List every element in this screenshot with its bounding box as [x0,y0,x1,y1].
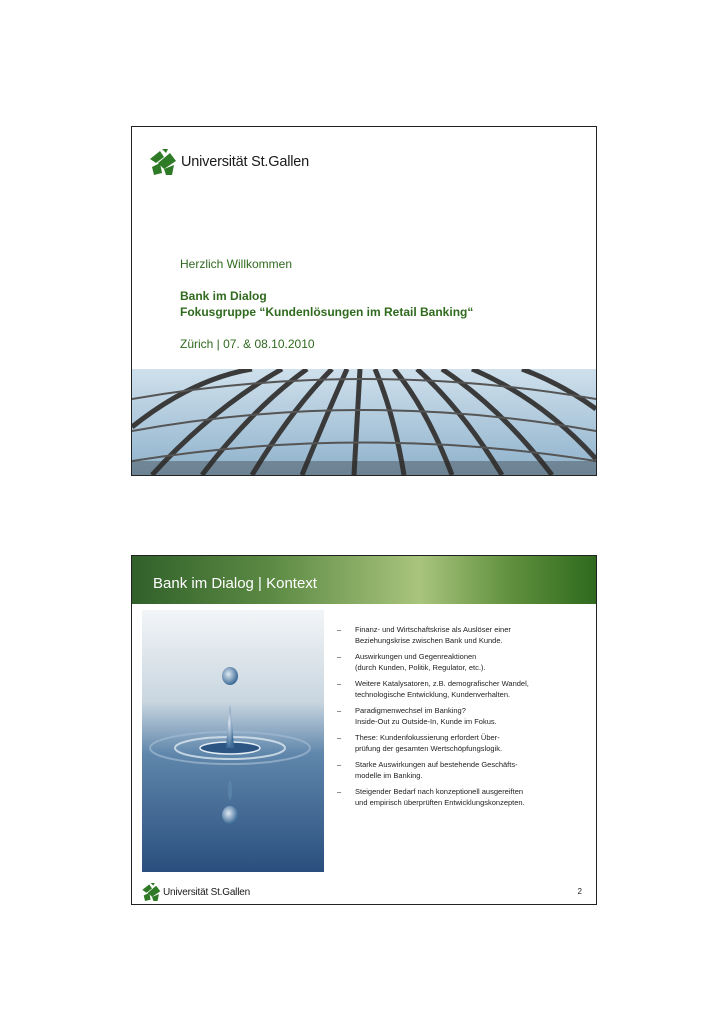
university-logo [150,149,309,175]
logo-text: Universität St.Gallen [163,886,250,898]
page-number: 2 [577,887,582,896]
bullet-item: – Steigender Bedarf nach konzeptionell ausgereiften und empirisch überprüften Entwicklungskonzepten. [337,787,525,807]
bullet-item: – Auswirkungen und Gegenreaktionen (durch Kunden, Politik, Regulator, etc.). [337,652,486,672]
bullet-item: – Weitere Katalysatoren, z.B. demografischer Wandel, technologische Entwicklung, Kundenverhalten. [337,679,529,699]
slide-2 [131,555,597,905]
slide-1 [131,126,597,476]
water-drop-image [142,610,324,872]
slide-title-line-1: Bank im Dialog [180,289,267,303]
bullet-list [337,624,587,813]
event-date: Zürich | 07. & 08.10.2010 [180,337,315,351]
bullet-item: – Starke Auswirkungen auf bestehende Geschäfts- modelle im Banking. [337,760,518,780]
bullet-item: – Paradigmenwechsel im Banking? Inside-Out zu Outside-In, Kunde im Fokus. [337,706,497,726]
welcome-text: Herzlich Willkommen [180,257,293,271]
slide-title-line-2: Fokusgruppe “Kundenlösungen im Retail Banking“ [180,305,474,319]
logo-text: Universität St.Gallen [181,154,309,170]
hsg-logo-icon [142,883,162,901]
title-banner [132,556,596,604]
university-logo-small [142,883,250,901]
bullet-item: – These: Kundenfokussierung erfordert Über- prüfung der gesamten Wertschöpfungslogik. [337,733,503,753]
hsg-logo-icon [150,149,178,175]
slide-2-title: Bank im Dialog | Kontext [153,575,317,592]
glass-dome-image [132,369,596,475]
bullet-item: – Finanz- und Wirtschaftskrise als Auslöser einer Beziehungskrise zwischen Bank und Kunde. [337,625,511,645]
